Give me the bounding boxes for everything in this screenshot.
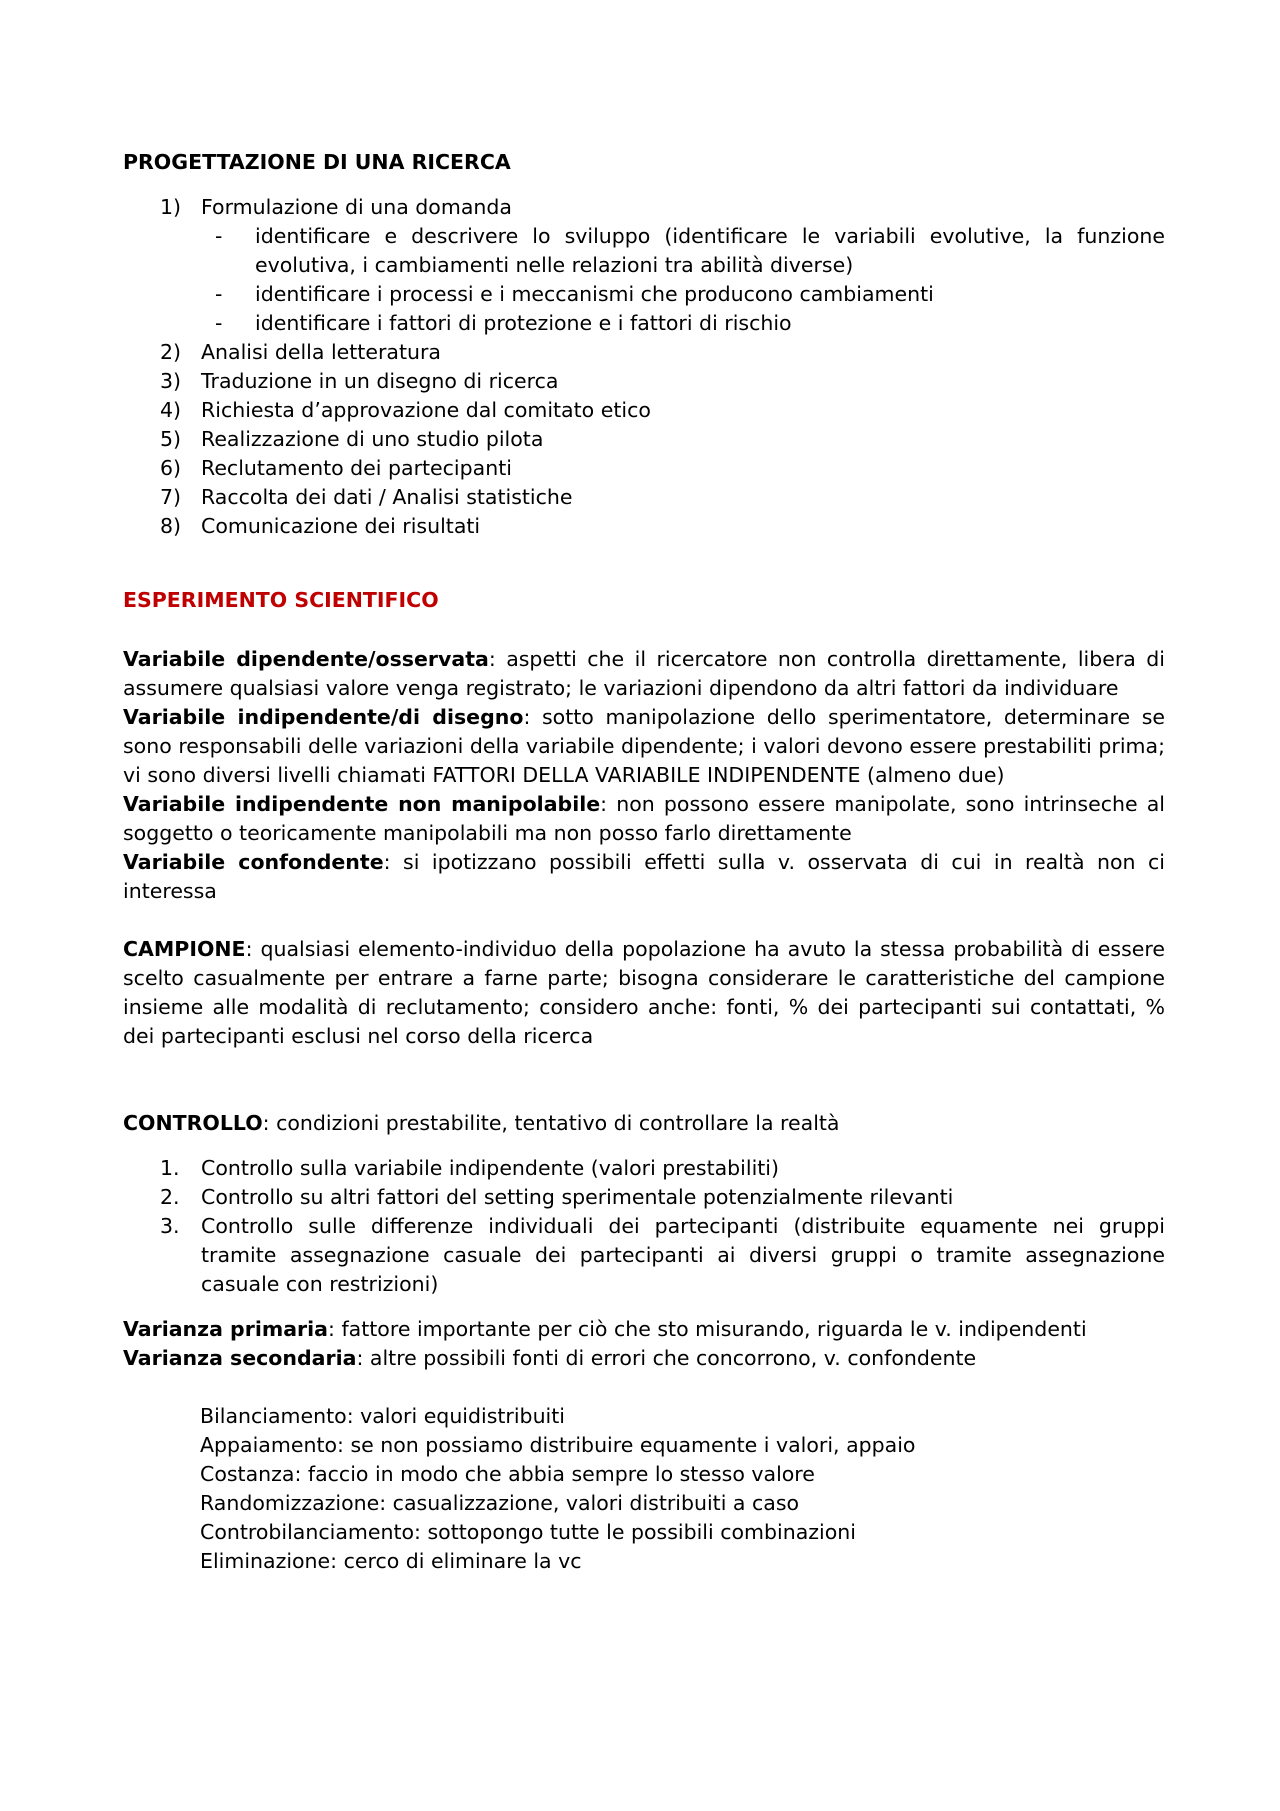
list-text: Raccolta dei dati / Analisi statistiche: [201, 485, 573, 509]
campione-text: : qualsiasi elemento-individuo della popolazione ha avuto la stessa probabilità di essere scelto casualmente per entrare a farne parte; bisogna considerare le caratteristiche del campione insieme alle modalità di reclutamento; considero anche: fonti, % dei partecipanti sui contattati, % dei partecipanti esclusi nel corso della ricerca: [123, 937, 1165, 1048]
list-item: [123, 483, 1165, 512]
list-text: Formulazione di una domanda: [201, 195, 512, 219]
dash-bullet: -: [215, 311, 223, 335]
control-techniques-list: [123, 1402, 1165, 1576]
list-number: 1): [160, 195, 182, 219]
definition-paragraph: [123, 848, 1165, 906]
technique-line: Eliminazione: cerco di eliminare la vc: [200, 1549, 582, 1573]
list-text: Reclutamento dei partecipanti: [201, 456, 512, 480]
list-number: 3): [160, 369, 182, 393]
list-text: Comunicazione dei risultati: [201, 514, 481, 538]
controllo-term: CONTROLLO: [123, 1111, 263, 1135]
document-page: [123, 148, 1165, 1576]
technique-line: Bilanciamento: valori equidistribuiti: [200, 1404, 565, 1428]
varianza-paragraph: [123, 1315, 1165, 1344]
spacer: [123, 177, 1165, 193]
list-item: [123, 425, 1165, 454]
spacer: [123, 1373, 1165, 1402]
varianza-text: : altre possibili fonti di errori che concorrono, v. confondente: [356, 1346, 977, 1370]
list-item: [123, 396, 1165, 425]
definition-text: : aspetti che il ricercatore non controlla direttamente, libera di assumere qualsiasi valore venga registrato; le variazioni dipendono da altri fattori da individuare: [123, 647, 1165, 700]
list-item: [123, 1154, 1165, 1183]
list-number: 1.: [160, 1156, 180, 1180]
list-number: 7): [160, 485, 182, 509]
controllo-list: [123, 1154, 1165, 1299]
spacer: [123, 541, 1165, 586]
campione-term: CAMPIONE: [123, 937, 246, 961]
spacer: [123, 1138, 1165, 1154]
varianza-term: Varianza primaria: [123, 1317, 329, 1341]
list-number: 5): [160, 427, 182, 451]
list-number: 4): [160, 398, 182, 422]
list-number: 8): [160, 514, 182, 538]
definition-term: Variabile indipendente/di disegno: [123, 705, 524, 729]
list-text: Controllo sulle differenze individuali dei partecipanti (distribuite equamente nei gruppi tramite assegnazione casuale dei partecipanti ai diversi gruppi o tramite assegnazione casuale con restrizioni): [201, 1214, 1165, 1296]
section-title-esperimento: ESPERIMENTO SCIENTIFICO: [123, 588, 439, 612]
list-text: Richiesta d’approvazione dal comitato etico: [201, 398, 651, 422]
definition-term: Variabile indipendente non manipolabile: [123, 792, 601, 816]
controllo-text: : condizioni prestabilite, tentativo di controllare la realtà: [262, 1111, 840, 1135]
section-title-progettazione: PROGETTAZIONE DI UNA RICERCA: [123, 150, 511, 174]
list-item: [123, 454, 1165, 483]
list-item: [123, 367, 1165, 396]
varianza-paragraph: [123, 1344, 1165, 1373]
technique-line: Randomizzazione: casualizzazione, valori distribuiti a caso: [200, 1491, 800, 1515]
list-item: [123, 512, 1165, 541]
list-text: Controllo su altri fattori del setting sperimentale potenzialmente rilevanti: [201, 1185, 954, 1209]
definition-paragraph: [123, 790, 1165, 848]
list-item: [123, 1212, 1165, 1299]
dash-bullet: -: [215, 224, 223, 248]
list-text: Controllo sulla variabile indipendente (valori prestabiliti): [201, 1156, 779, 1180]
sub-list-text: identificare i processi e i meccanismi che producono cambiamenti: [255, 282, 934, 306]
sub-list-item: [123, 309, 1165, 338]
list-item: [123, 1183, 1165, 1212]
varianza-text: : fattore importante per ciò che sto misurando, riguarda le v. indipendenti: [328, 1317, 1087, 1341]
technique-line: Controbilanciamento: sottopongo tutte le possibili combinazioni: [200, 1520, 856, 1544]
definition-term: Variabile dipendente/osservata: [123, 647, 489, 671]
dash-bullet: -: [215, 282, 223, 306]
sub-list-text: identificare e descrivere lo sviluppo (identificare le variabili evolutive, la funzione evolutiva, i cambiamenti nelle relazioni tra abilità diverse): [255, 224, 1165, 277]
research-substeps-list: [123, 222, 1165, 338]
spacer: [123, 1051, 1165, 1109]
list-item: [123, 338, 1165, 367]
list-text: Realizzazione di uno studio pilota: [201, 427, 544, 451]
list-text: Traduzione in un disegno di ricerca: [201, 369, 559, 393]
controllo-paragraph: [123, 1109, 1165, 1138]
definition-term: Variabile confondente: [123, 850, 384, 874]
definition-text: : non possono essere manipolate, sono intrinseche al soggetto o teoricamente manipolabili ma non posso farlo direttamente: [123, 792, 1165, 845]
spacer: [123, 906, 1165, 935]
campione-paragraph: [123, 935, 1165, 1051]
research-steps-list-cont: [123, 338, 1165, 541]
technique-line: Appaiamento: se non possiamo distribuire equamente i valori, appaio: [200, 1433, 916, 1457]
technique-line: Costanza: faccio in modo che abbia sempre lo stesso valore: [200, 1462, 815, 1486]
spacer: [123, 1299, 1165, 1315]
spacer: [123, 615, 1165, 645]
list-number: 2): [160, 340, 182, 364]
varianza-term: Varianza secondaria: [123, 1346, 357, 1370]
list-number: 3.: [160, 1214, 180, 1238]
definition-paragraph: [123, 645, 1165, 703]
list-text: Analisi della letteratura: [201, 340, 441, 364]
list-number: 6): [160, 456, 182, 480]
list-number: 2.: [160, 1185, 180, 1209]
sub-list-text: identificare i fattori di protezione e i fattori di rischio: [255, 311, 792, 335]
definition-text: : sotto manipolazione dello sperimentatore, determinare se sono responsabili delle variazioni della variabile dipendente; i valori devono essere prestabiliti prima; vi sono diversi livelli chiamati FATTORI DELLA VARIABILE INDIPENDENTE (almeno due): [123, 705, 1165, 787]
research-steps-list: [123, 193, 1165, 222]
sub-list-item: [123, 222, 1165, 280]
sub-list-item: [123, 280, 1165, 309]
definition-text: : si ipotizzano possibili effetti sulla v. osservata di cui in realtà non ci interessa: [123, 850, 1165, 903]
definition-paragraph: [123, 703, 1165, 790]
list-item: [123, 193, 1165, 222]
